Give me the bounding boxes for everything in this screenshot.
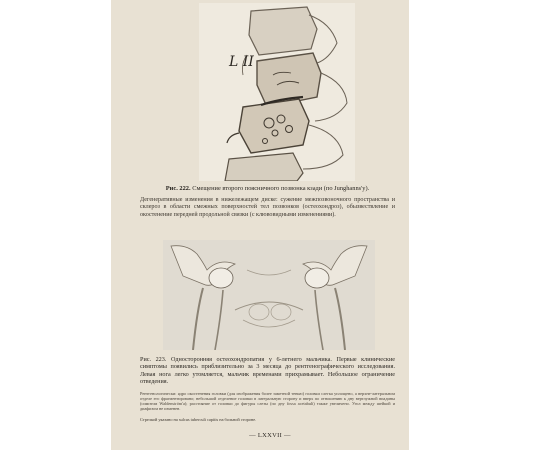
figure-222-title: Смещение второго поясничного позвонка кзади (по Junghanns'у). <box>192 185 370 192</box>
page-number: — LXXVII — <box>249 432 291 439</box>
vertebra-label: L II <box>229 54 254 70</box>
spine-lateral-drawing <box>199 3 355 181</box>
figure-222-number: Рис. 222. <box>165 185 191 192</box>
pelvis-xray-drawing <box>163 240 375 350</box>
figure-223-note-bottom: Стрелкой указано на sulcus tuberculi capitis на больной стороне. <box>140 417 257 422</box>
figure-222-caption <box>140 186 395 192</box>
figure-222-xray <box>199 3 355 181</box>
figure-222-description: Дегенеративные изменения в нижележащем диске: сужение межпозвоночного пространства и склероз в области смежных поверхностей тел позвонков (остеохондроз), обызвествление и окостенение передней продольной связки (с клювовидными изменениями). <box>140 197 395 218</box>
figure-223-note: Рентгенологически: ядро окостенения головки (для изображения более заметной тенью) головки слегка уплощено, а верхне-латеральном отделе его фрагментировано; небольшой отделение головки в латеральную сторону и вверх по отношению к дну вертлужной впадины (симптом Waldenström'а); расстояние от головки до фигуры слезы (по дну fossa acetabuli) также увеличено. Угол между шейкой и диафизом не изменен. <box>140 391 395 412</box>
figure-223-xray <box>163 240 375 350</box>
figure-223-caption: Рис. 223. Односторонняя остеохондропатия у 6-летнего мальчика. Первые клинические симптомы появились приблизительно за 3 месяца до рентгенографического исследования. Левая нога легко утомляется, мальчик временами прихрамывает. Небольшое ограничение отведения. <box>140 356 395 385</box>
